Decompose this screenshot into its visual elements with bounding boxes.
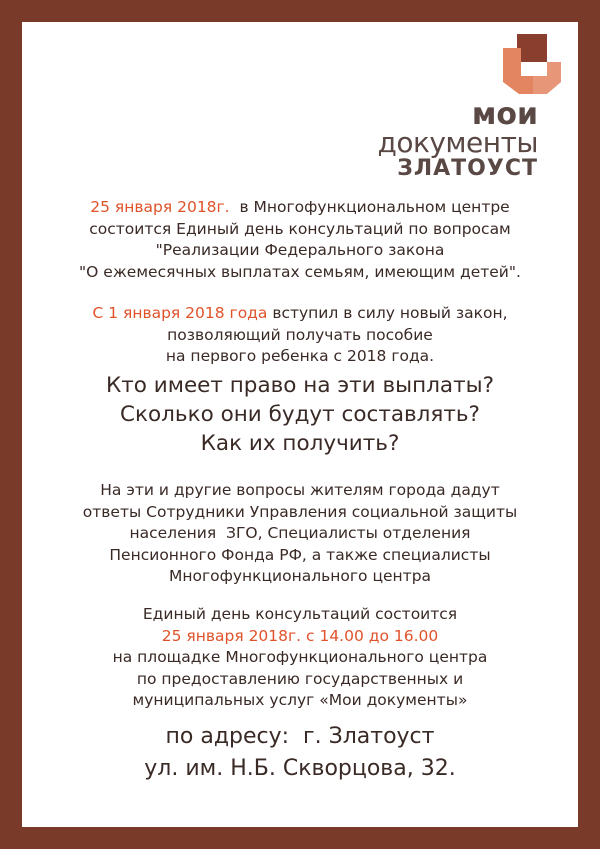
announcement-date: 25 января 2018г. — [90, 198, 230, 216]
law-line-1: С 1 января 2018 года вступил в силу новый закон, — [92, 304, 508, 322]
question-3: Как их получить? — [200, 431, 400, 456]
logo-line-city: ЗЛАТОУСТ — [397, 156, 538, 181]
answers-line-1: На эти и другие вопросы жителям города дадут — [100, 481, 500, 499]
logo-line-dokumenty: документы — [377, 126, 538, 159]
event-line-4: по предоставлению государственных и — [136, 669, 464, 688]
address-line-1: по адресу: г. Златоуст — [165, 724, 435, 749]
question-2: Сколько они будут составлять? — [120, 402, 480, 427]
answers-line-5: Многофункционального центра — [168, 567, 432, 586]
law-date: С 1 января 2018 года — [92, 304, 268, 322]
announcement-line-2: состоится Единый день консультаций по вопросам — [89, 219, 511, 238]
law-line-2: позволяющий получать пособие — [167, 325, 433, 344]
event-paragraph — [40, 604, 560, 712]
logo-top-square — [517, 34, 547, 62]
answers-paragraph — [40, 480, 560, 588]
law-line-3: на первого ребенка с 2018 года. — [165, 347, 435, 366]
address-block — [40, 721, 560, 785]
question-1: Кто имеет право на эти выплаты? — [105, 373, 495, 398]
law-paragraph — [40, 303, 560, 368]
questions-block — [40, 371, 560, 458]
address-line-2: ул. им. Н.Б. Скворцова, 32. — [144, 756, 456, 781]
event-line-1: Единый день консультаций состоится — [142, 605, 458, 623]
logo-wordmark — [377, 97, 538, 181]
event-datetime: 25 января 2018г. с 14.00 до 16.00 — [161, 626, 439, 645]
logo-right-shape — [533, 62, 561, 94]
announcement-line-4: "О ежемесячных выплатах семьям, имеющим детей". — [79, 262, 521, 281]
logo-line-moi: мои — [471, 97, 538, 132]
announcement-line-3: "Реализации Федерального закона — [155, 241, 445, 260]
answers-line-4: Пенсионного Фонда РФ, а также специалисты — [109, 545, 491, 564]
answers-line-2: ответы Сотрудники Управления социальной защиты — [82, 502, 518, 521]
event-line-5: муниципальных услуг «Мои документы» — [132, 691, 468, 710]
moi-dokumenty-logo-icon — [503, 30, 563, 96]
announcement-paragraph — [40, 197, 560, 283]
answers-line-3: населения ЗГО, Специалисты отделения — [129, 524, 471, 543]
announcement-line-1: 25 января 2018г. в Многофункциональном центре — [90, 198, 510, 216]
event-line-3: на площадке Многофункционального центра — [112, 648, 488, 667]
